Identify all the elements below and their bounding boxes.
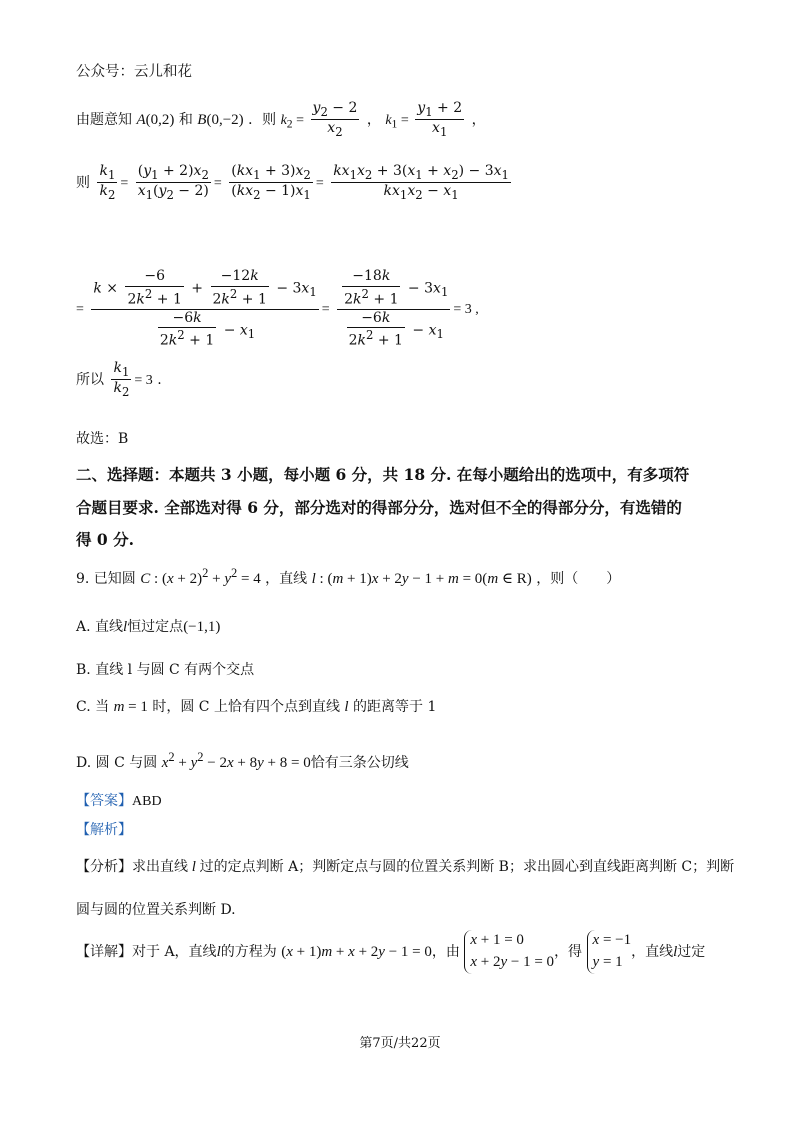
solution-line-4: 所以 $\frac{k_1}{k_2}$ = 3 . (76, 360, 162, 400)
q9-stem (76, 566, 620, 588)
text: 恰有三条公切线 (310, 755, 409, 771)
math: (−1,1) (183, 619, 221, 635)
math-system-1: x + 1 = 0 x + 2y − 1 = 0 (464, 930, 554, 974)
text: A. 直线 (76, 619, 124, 635)
solution-line-1 (76, 100, 486, 140)
text: ，则（ ） (536, 571, 621, 587)
math: $x^2 + y^2 - 2x + 8y + 8 = 0$ (161, 750, 311, 771)
text: 9. 已知圆 (76, 571, 136, 587)
detail-row (76, 930, 705, 974)
fenxi-row (76, 858, 734, 876)
math-point-a: A (136, 111, 146, 128)
text: . (157, 371, 162, 388)
text: 对于 A，直线 (132, 943, 217, 960)
fraction-k2: $\frac{y_2 - 2}{x_2}$ (312, 100, 358, 140)
math: 2 (286, 117, 293, 131)
answer-value: ABD (132, 794, 162, 809)
math-line: l : (m + 1)x + 2y − 1 + m = 0(m ∈ R) (311, 571, 532, 587)
fraction-k1: $\frac{y_1 + 2}{x_1}$ (417, 100, 463, 140)
section-title: 二、选择题：本题共 3 小题，每小题 6 分，共 18 分. 在每小题给出的选项中，有多项符 (76, 465, 690, 484)
section-title-3: 得 0 分. (76, 530, 134, 549)
text: ， (366, 111, 381, 128)
text: C. 当 (76, 699, 110, 715)
text: 时，圆 C 上恰有四个点到直线 (152, 699, 340, 715)
text: ，直线 (631, 943, 674, 960)
solution-line-3: = k × $\frac{-6}{2k^2 + 1}$ + $\frac{-12k}{2k^2 + 1}$ − $3x_1$ $\frac{-6k}{2k^2 + 1}$ − $x_1$ = $\frac{-18k}{2k^2 + 1}$ − $3x_1$ $\frac{-6k}{2k^2 + 1}$ − $x_1$ = 3 , (76, 268, 479, 349)
brand-header: 公众号：云儿和花 (76, 64, 192, 80)
fraction-big-1: k × $\frac{-6}{2k^2 + 1}$ + $\frac{-12k}{2k^2 + 1}$ − $3x_1$ $\frac{-6k}{2k^2 + 1}$ − $x_1$ (93, 268, 317, 349)
text: ，得 (554, 943, 583, 960)
fraction: $\frac{kx_1x_2 + 3(x_1 + x_2) - 3x_1}{kx_1x_2 - x_1}$ (333, 163, 509, 203)
fraction-ratio: $\frac{k_1}{k_2}$ (113, 360, 130, 400)
solution-line-2: 则 $\frac{k_1}{k_2}$ = $\frac{(y_1 + 2)x_2}{x_1(y_2 - 2)}$ = $\frac{(kx_1 + 3)x_2}{(kx_2 - 1)x_1}$ = $\frac{kx_1x_2 + 3(x_1 + x_2) - 3x_1}{kx_1x_2 - x_1}$ (76, 163, 509, 203)
text: 和 (178, 111, 193, 128)
math: l (123, 619, 128, 635)
q9-option-b: B. 直线 l 与圆 C 有两个交点 (76, 662, 255, 678)
math: = (397, 112, 413, 128)
q9-option-c (76, 698, 436, 716)
math: m = 1 (113, 699, 148, 715)
text: ，直线 (265, 571, 308, 587)
answer-tag: 【答案】 (76, 793, 132, 809)
text: ，由 (431, 943, 460, 960)
detail-tag: 【详解】 (76, 943, 132, 960)
analysis-tag: 【解析】 (76, 822, 132, 838)
text: 过的定点判断 A；判断定点与圆的位置关系判断 B；求出圆心到直线距离判断 C；判断 (199, 859, 735, 875)
math: (0,2) (145, 111, 175, 128)
math-circle: C : $(x + 2)^2 + y^2 = 4$ (140, 566, 261, 587)
math: 1 (391, 117, 398, 131)
fenxi-tag: 【分析】 (76, 859, 132, 875)
text: D. 圆 C 与圆 (76, 755, 158, 771)
q9-option-a (76, 618, 220, 636)
page-footer: 第7页/共22页 (359, 1036, 441, 1051)
math: (0,−2) (206, 111, 244, 128)
fraction-big-2: $\frac{-18k}{2k^2 + 1}$ − $3x_1$ $\frac{-6k}{2k^2 + 1}$ − $x_1$ (337, 268, 450, 350)
fenxi-row-2: 圆与圆的位置关系判断 D. (76, 902, 236, 918)
text: 求出直线 (132, 859, 188, 875)
math: l (216, 943, 221, 960)
fraction: $\frac{(y_1 + 2)x_2}{x_1(y_2 - 2)}$ (137, 163, 209, 203)
text: 的方程为 (220, 943, 277, 960)
text: 恒过定点 (127, 619, 184, 635)
text: 的距离等于 1 (353, 699, 437, 715)
text: 则 (76, 174, 90, 191)
text: ， (471, 111, 486, 128)
math: l (188, 859, 200, 875)
answer-line: 故选：B (76, 431, 129, 447)
math-system-2: x = −1 y = 1 (587, 930, 632, 974)
text: 过定 (677, 943, 706, 960)
math-point-b: B (197, 111, 207, 128)
math: l (673, 943, 678, 960)
math: (x + 1)m + x + 2y − 1 = 0 (281, 943, 432, 960)
math: = (292, 112, 308, 128)
fraction: $\frac{(kx_1 + 3)x_2}{(kx_2 - 1)x_1}$ (231, 163, 311, 203)
math: l (344, 699, 349, 715)
math: k (280, 112, 287, 128)
fraction-ratio: $\frac{k_1}{k_2}$ (99, 163, 116, 203)
q9-option-d (76, 750, 409, 772)
math: k (385, 112, 392, 128)
section-title-2: 合题目要求. 全部选对得 6 分，部分选对的得部分分，选对但不全的得部分分，有选错的 (76, 498, 682, 517)
text: 所以 (76, 371, 104, 388)
answer-row (76, 793, 162, 811)
text: ．则 (248, 111, 277, 128)
text: 由题意知 (76, 111, 132, 128)
